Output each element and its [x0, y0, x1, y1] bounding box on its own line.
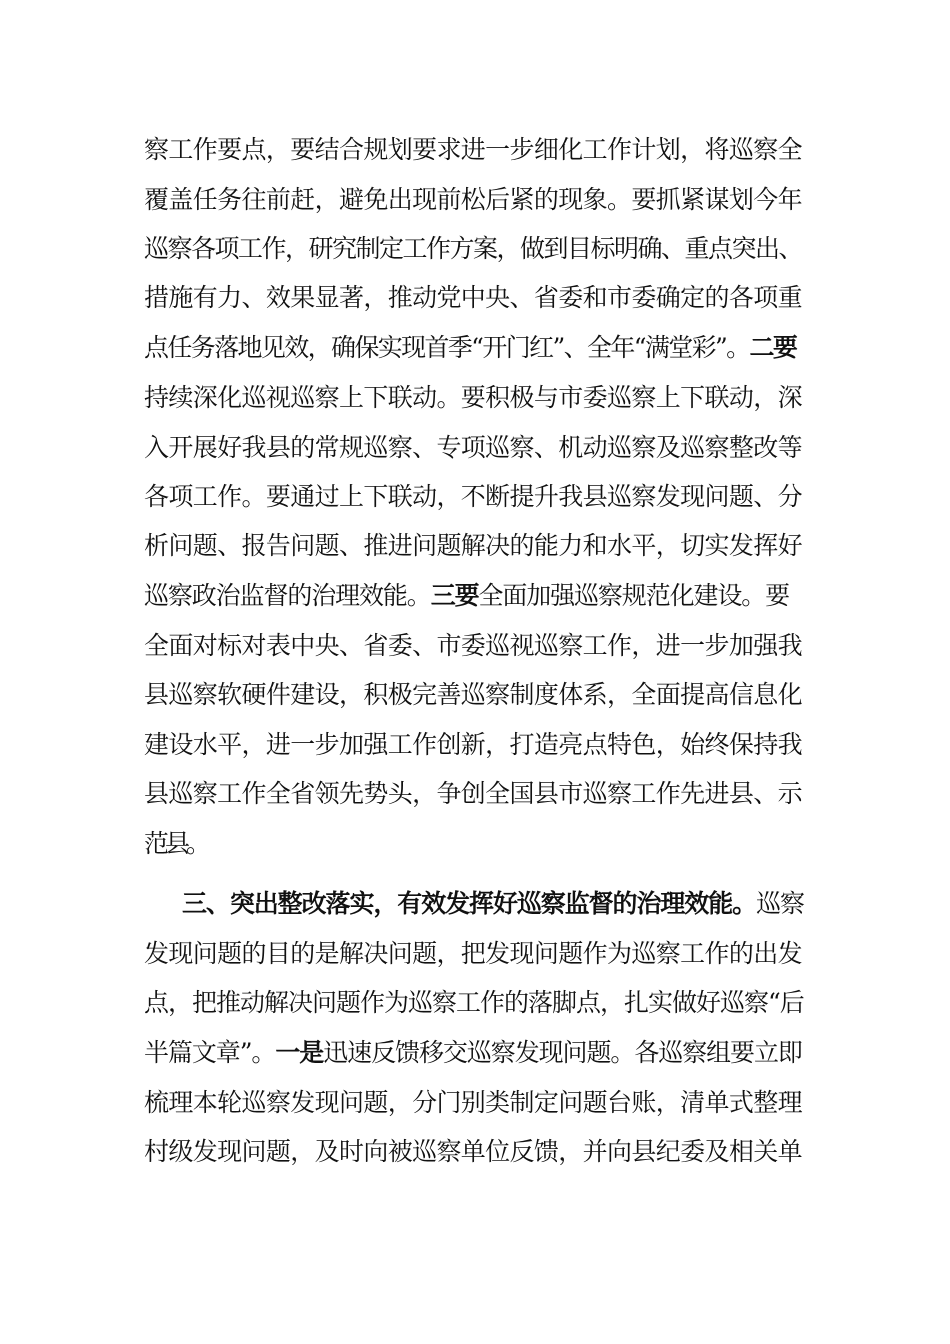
bold-text: 一是: [275, 1038, 324, 1067]
body-text: 点，把推动解决问题作为巡察工作的落脚点，扎实做好巡察“后: [144, 988, 804, 1017]
body-text: 持续深化巡视巡察上下联动。要积极与市委巡察上下联动，深: [144, 383, 802, 412]
text-line: [144, 529, 802, 563]
body-text: 覆盖任务往前赶，避免出现前松后紧的现象。要抓紧谋划今年: [144, 185, 802, 214]
text-line: [144, 777, 802, 811]
body-text: 范县。: [144, 829, 208, 858]
body-text: 全面加强巡察规范化建设。要: [478, 581, 790, 610]
body-text: 县巡察工作全省领先势头，争创全国县市巡察工作先进县、示: [144, 779, 802, 808]
text-line: [144, 629, 802, 663]
body-text: 点任务落地见效，确保实现首季“开门红”、全年“满堂彩”。: [144, 333, 750, 362]
text-line: [144, 183, 802, 217]
body-text: 发现问题的目的是解决问题，把发现问题作为巡察工作的出发: [144, 939, 802, 968]
body-text: 建设水平，进一步加强工作创新，打造亮点特色，始终保持我: [144, 730, 802, 759]
body-text: 析问题、报告问题、推进问题解决的能力和水平，切实发挥好: [144, 531, 802, 560]
text-line: [144, 728, 802, 762]
text-line: [144, 579, 789, 613]
body-text: 巡察各项工作，研究制定工作方案，做到目标明确、重点突出、: [144, 234, 803, 263]
body-text: 全面对标对表中央、省委、市委巡视巡察工作，进一步加强我: [144, 631, 802, 660]
text-line: [144, 937, 802, 971]
body-text: 入开展好我县的常规巡察、专项巡察、机动巡察及巡察整改等: [144, 433, 802, 462]
text-line: [144, 827, 207, 861]
bold-text: 三、突出整改落实，有效发挥好巡察监督的治理效能。: [182, 889, 757, 918]
body-text: 村级发现问题，及时向被巡察单位反馈，并向县纪委及相关单: [144, 1137, 802, 1166]
text-line: [144, 986, 804, 1020]
text-line: [144, 381, 802, 415]
body-text: 察工作要点，要结合规划要求进一步细化工作计划，将巡察全: [144, 135, 802, 164]
body-text: 半篇文章”。: [144, 1038, 276, 1067]
text-line: [144, 232, 802, 266]
text-line: [144, 281, 802, 315]
bold-text: 三要: [430, 581, 479, 610]
text-line: [144, 480, 802, 514]
body-text: 巡察政治监督的治理效能。: [144, 581, 431, 610]
text-line: [144, 431, 802, 465]
text-line: [144, 1135, 802, 1169]
text-line: [144, 678, 802, 712]
text-line: [144, 1036, 802, 1070]
body-text: 迅速反馈移交巡察发现问题。各巡察组要立即: [323, 1038, 802, 1067]
body-text: 梳理本轮巡察发现问题，分门别类制定问题台账，清单式整理: [144, 1088, 802, 1117]
text-line: [144, 133, 802, 167]
body-text: 县巡察软硬件建设，积极完善巡察制度体系，全面提高信息化: [144, 680, 802, 709]
body-text: 措施有力、效果显著，推动党中央、省委和市委确定的各项重: [144, 283, 802, 312]
bold-text: 二要: [749, 333, 797, 362]
text-line: [182, 887, 804, 921]
text-line: [144, 331, 796, 365]
text-line: [144, 1086, 802, 1120]
body-text: 巡察: [756, 889, 804, 918]
body-text: 各项工作。要通过上下联动，不断提升我县巡察发现问题、分: [144, 482, 802, 511]
